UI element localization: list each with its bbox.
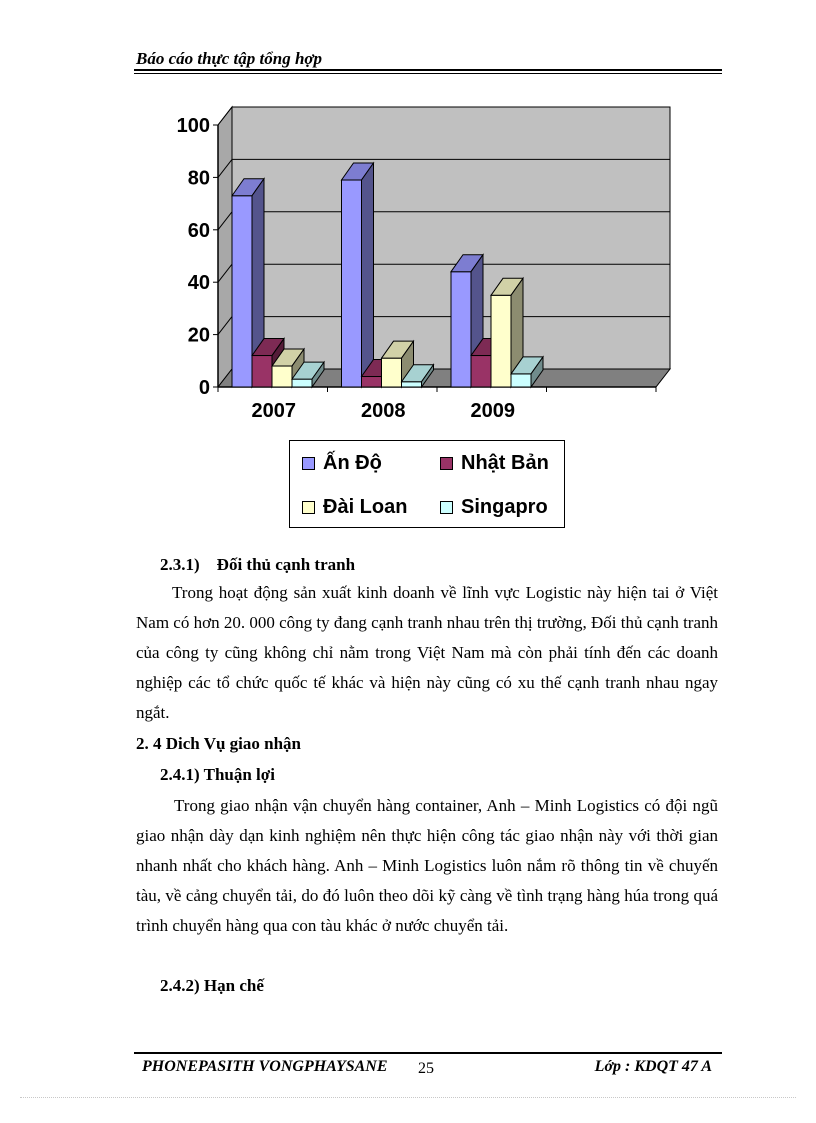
bar-front bbox=[402, 382, 422, 387]
bar-front bbox=[511, 374, 531, 387]
chart-legend bbox=[289, 440, 565, 528]
text-line: Trong giao nhận vận chuyển hàng container, Anh – Minh Logistics có bbox=[174, 796, 661, 815]
y-tick-label: 0 bbox=[198, 377, 210, 399]
page-bottom-divider bbox=[20, 1097, 796, 1098]
report-header-title: Báo cáo thực tập tổng hợp bbox=[136, 49, 323, 68]
bar-front bbox=[342, 180, 362, 387]
text-line: nắm rõ thông tin về chuyến tàu, về cảng chuyển tải, do đó luôn theo dõi kỹ bbox=[136, 856, 718, 905]
text-line: này với thời gian nhanh nhất cho khách hàng. Anh – Minh Logistics luôn bbox=[136, 826, 718, 875]
legend-label: Đài Loan bbox=[323, 496, 408, 518]
bar-front bbox=[272, 366, 292, 387]
bar-front bbox=[362, 377, 382, 387]
bar-front bbox=[252, 356, 272, 387]
footer-rule bbox=[134, 1052, 722, 1054]
bar-front bbox=[232, 196, 252, 387]
legend-swatch bbox=[440, 457, 453, 470]
legend-swatch bbox=[440, 501, 453, 514]
bar-front bbox=[491, 295, 511, 387]
heading-2-4-1: 2.4.1) Thuận lợi bbox=[160, 765, 275, 784]
y-tick-label: 60 bbox=[187, 219, 210, 242]
bar-front bbox=[471, 356, 491, 387]
legend-item-an-do bbox=[302, 452, 382, 475]
heading-2-3-1: 2.3.1) Đối thủ cạnh tranh bbox=[160, 555, 356, 574]
text-line: ở nước chuyển tải. bbox=[381, 916, 509, 935]
text-line: Đối thủ cạnh tranh của công ty cũng không chỉ nằm trong Việt Nam mà bbox=[136, 613, 719, 662]
chart-side-wall bbox=[218, 107, 232, 387]
bar-front bbox=[382, 358, 402, 387]
x-tick-label: 2008 bbox=[361, 400, 406, 422]
text-line: còn phải tính đến các doanh nghiệp các tổ chức quốc tế khác và hiện này bbox=[136, 643, 718, 692]
legend-item-singapro bbox=[440, 496, 548, 519]
text-line: đội ngũ giao nhận dày dạn kinh nghiệm nên thực hiện công tác giao nhận bbox=[136, 796, 718, 845]
x-tick-label: 2007 bbox=[251, 400, 296, 422]
y-tick-label: 100 bbox=[176, 115, 210, 137]
footer-author: PHONEPASITH VONGPHAYSANE bbox=[142, 1058, 388, 1075]
text-line: cũng có xu thế cạnh tranh nhau ngay ngắt. bbox=[136, 673, 718, 722]
heading-2-4: 2. 4 Dich Vụ giao nhận bbox=[136, 734, 302, 753]
legend-label: Ấn Độ bbox=[323, 452, 382, 474]
bar-side bbox=[362, 163, 374, 387]
y-tick-label: 40 bbox=[187, 272, 210, 295]
paragraph-advantages bbox=[136, 791, 718, 941]
bar-front bbox=[292, 379, 312, 387]
text-line: Trong hoạt động sản xuất kinh doanh về lĩnh vực Logistic này hiện tai bbox=[172, 583, 670, 602]
x-tick-label: 2009 bbox=[470, 400, 515, 422]
page-number: 25 bbox=[418, 1060, 434, 1077]
legend-item-dai-loan bbox=[302, 496, 407, 519]
y-tick-label: 80 bbox=[187, 167, 210, 190]
y-tick-label: 20 bbox=[187, 324, 210, 347]
legend-item-nhat-ban bbox=[440, 452, 549, 475]
legend-label: Nhật Bản bbox=[461, 452, 549, 474]
heading-2-4-2: 2.4.2) Hạn chế bbox=[160, 976, 264, 995]
bar-chart bbox=[0, 0, 816, 440]
text-line: càng về tình trạng hàng húa trong quá trình chuyển hàng qua con tàu khác bbox=[136, 886, 718, 935]
text-line: ở Việt Nam có hơn 20. 000 công ty đang cạnh tranh nhau trên thị trường, bbox=[136, 583, 719, 632]
legend-label: Singapro bbox=[461, 496, 548, 518]
legend-swatch bbox=[302, 457, 315, 470]
paragraph-competitors bbox=[136, 578, 718, 728]
bar-2008-0 bbox=[342, 163, 374, 387]
footer-class: Lớp : KDQT 47 A bbox=[594, 1058, 712, 1075]
legend-swatch bbox=[302, 501, 315, 514]
bar-front bbox=[451, 272, 471, 387]
